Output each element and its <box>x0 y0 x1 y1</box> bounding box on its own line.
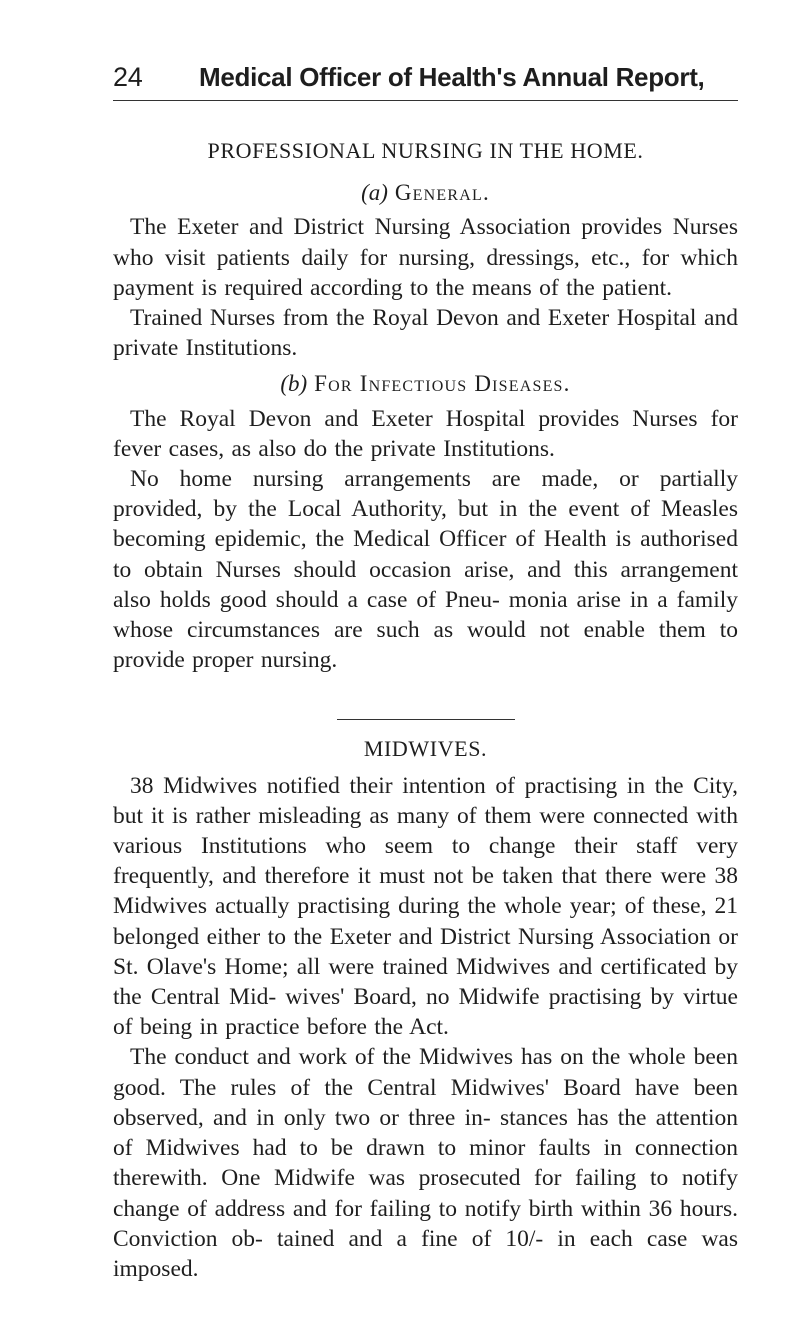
midwives-section-heading: MIDWIVES. <box>363 736 488 762</box>
infectious-subheading-title: For Infectious Diseases. <box>314 371 571 397</box>
general-subheading-title: General. <box>394 180 490 206</box>
midwives-paragraph-1: 38 Midwives notified their intention of practising in the City, but it is rather misleading as many of them were connected with various Institutions who seem to change their staff very frequently, and therefore it must not be taken that there were 38 Midwives actually practising during the whole year; of these, 21 belonged either to the Exeter and District Nursing Association or St. Olave's Home; all were trained Midwives and certificated by the Central Mid- wives' Board, no Midwife practising by virtue of being in practice before the Act. <box>113 772 738 1041</box>
infectious-subheading <box>113 369 738 399</box>
body-text <box>113 130 738 1284</box>
running-head-title: Medical Officer of Health's Annual Report, <box>199 62 705 92</box>
document-page <box>113 62 738 1282</box>
infectious-paragraph-2: No home nursing arrangements are made, or partially provided, by the Local Authority, but in the event of Measles becoming epidemic, the Medical Officer of Health is authorised to obtain Nurses should occasion arise, and this arrangement also holds good should a case of Pneu- monia arise in a family whose circumstances are such as would not enable them to provide proper nursing. <box>113 466 738 674</box>
page-number: 24 <box>113 62 143 92</box>
section-divider <box>337 719 515 720</box>
running-head <box>113 62 738 100</box>
general-paragraph-1: The Exeter and District Nursing Association provides Nurses who visit patients daily for nursing, dressings, etc., for which payment is required according to the means of the patient. <box>113 214 738 301</box>
header-rule <box>113 100 738 101</box>
midwives-paragraph-2: The conduct and work of the Midwives has on the whole been good. The rules of the Central Midwives' Board have been observed, and in only two or three in- stances has the attention of Midwives had to be drawn to minor faults in connection therewith. One Midwife was prosecuted for failing to notify change of address and for failing to notify birth within 36 hours. Conviction ob- tained and a fine of 10/- in each case was imposed. <box>113 1044 738 1282</box>
general-subheading <box>113 178 738 208</box>
infectious-subheading-label: (b) <box>280 371 308 397</box>
nursing-section-heading: PROFESSIONAL NURSING IN THE HOME. <box>207 138 644 163</box>
infectious-paragraph-1: The Royal Devon and Exeter Hospital provides Nurses for fever cases, as also do the private Institutions. <box>113 405 738 462</box>
general-paragraph-2: Trained Nurses from the Royal Devon and Exeter Hospital and private Institutions. <box>113 305 738 362</box>
general-subheading-label: (a) <box>361 180 388 206</box>
